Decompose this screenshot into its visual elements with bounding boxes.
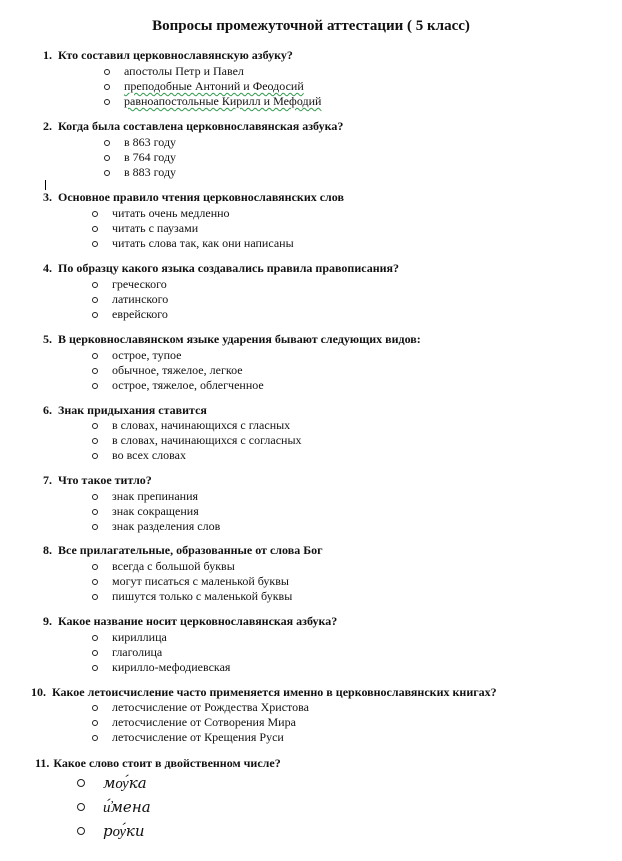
- question-number: 2.: [43, 119, 52, 133]
- bullet-icon: [104, 140, 110, 146]
- bullet-icon: [104, 170, 110, 176]
- option-text: глаголица: [112, 645, 163, 659]
- option: [92, 448, 302, 463]
- option-text: рѹ́ки: [103, 822, 145, 840]
- option-text: летосчисление от Крещения Руси: [112, 730, 284, 744]
- option: [92, 715, 309, 730]
- option: [104, 64, 321, 79]
- question-number: 1.: [43, 48, 52, 62]
- question-number: 3.: [43, 190, 52, 204]
- option: [92, 660, 230, 675]
- option: [92, 418, 302, 433]
- option: [92, 574, 292, 589]
- option: [104, 165, 176, 180]
- option: [92, 236, 294, 251]
- bullet-icon: [92, 705, 98, 711]
- option-text: обычное, тяжелое, легкое: [112, 363, 243, 377]
- option: [92, 589, 292, 604]
- bullet-icon: [104, 155, 110, 161]
- options-7: [92, 489, 220, 534]
- option-text: летосчисление от Рождества Христова: [112, 700, 309, 714]
- question-number: 5.: [43, 332, 52, 346]
- question-4: [30, 261, 399, 276]
- option-text: греческого: [112, 277, 167, 291]
- bullet-icon: [92, 438, 98, 444]
- bullet-icon: [92, 453, 98, 459]
- option-text: летосчисление от Сотворения Мира: [112, 715, 296, 729]
- question-10: [24, 685, 497, 700]
- bullet-icon: [92, 297, 98, 303]
- option-text: в словах, начинающихся с гласных: [112, 418, 291, 432]
- bullet-icon: [92, 594, 98, 600]
- bullet-icon: [92, 720, 98, 726]
- question-7: [30, 473, 152, 488]
- option: [92, 519, 220, 534]
- option-text: пишутся только с маленькой буквы: [112, 589, 293, 603]
- option: [77, 819, 151, 843]
- option-text: латинского: [112, 292, 169, 306]
- bullet-icon: [92, 524, 98, 530]
- options-8: [92, 559, 292, 604]
- question-text: Какое летоисчисление часто применяется именно в церковнославянских книгах?: [52, 685, 497, 699]
- bullet-icon: [92, 494, 98, 500]
- option-text: кириллица: [112, 630, 167, 644]
- question-text: Кто составил церковнославянскую азбуку?: [58, 48, 293, 62]
- option: [92, 307, 168, 322]
- question-1: [30, 48, 293, 63]
- option-text: знак сокращения: [112, 504, 199, 518]
- bullet-icon: [92, 509, 98, 515]
- question-text: Какое слово стоит в двойственном числе?: [53, 756, 281, 770]
- options-9: [92, 630, 230, 675]
- question-text: По образцу какого языка создавались правила правописания?: [58, 261, 400, 275]
- option-text: во всех словах: [112, 448, 186, 462]
- bullet-icon: [77, 803, 85, 811]
- bullet-icon: [92, 353, 98, 359]
- option: [92, 489, 220, 504]
- question-3: [30, 190, 344, 205]
- bullet-icon: [104, 99, 110, 105]
- bullet-icon: [92, 226, 98, 232]
- text-cursor: [45, 180, 46, 190]
- bullet-icon: [77, 827, 85, 835]
- option-text: равноапостольные Кирилл и Мефодий: [124, 94, 322, 108]
- option-text: могут писаться с маленькой буквы: [112, 574, 289, 588]
- bullet-icon: [104, 84, 110, 90]
- option: [92, 221, 294, 236]
- options-5: [92, 348, 264, 393]
- option-text: читать слова так, как они написаны: [112, 236, 294, 250]
- option: [92, 433, 302, 448]
- bullet-icon: [92, 665, 98, 671]
- question-2: [30, 119, 343, 134]
- question-number: 7.: [43, 473, 52, 487]
- option-text: еврейского: [112, 307, 168, 321]
- option: [92, 645, 230, 660]
- question-text: Какое название носит церковнославянская азбука?: [58, 614, 338, 628]
- question-number: 9.: [43, 614, 52, 628]
- question-number: 6.: [43, 403, 52, 417]
- option: [92, 378, 264, 393]
- option: [104, 150, 176, 165]
- options-1: [104, 64, 321, 109]
- question-text: Что такое титло?: [58, 473, 152, 487]
- question-6: [30, 403, 207, 418]
- option: [92, 700, 309, 715]
- question-number: 10.: [31, 685, 46, 699]
- question-number: 8.: [43, 543, 52, 557]
- options-3: [92, 206, 294, 251]
- option: [92, 504, 220, 519]
- bullet-icon: [92, 211, 98, 217]
- page-title: Вопросы промежуточной аттестации ( 5 класс): [152, 18, 470, 34]
- options-4: [92, 277, 168, 322]
- option-text: в словах, начинающихся с согласных: [112, 433, 302, 447]
- question-8: [30, 543, 323, 558]
- bullet-icon: [92, 241, 98, 247]
- option-text: и҆́мена: [103, 798, 151, 816]
- question-text: Все прилагательные, образованные от слова Бог: [58, 543, 323, 557]
- bullet-icon: [77, 779, 85, 787]
- option-text: кирилло-мефодиевская: [112, 660, 231, 674]
- bullet-icon: [92, 735, 98, 741]
- option-text: мѹ́ка: [103, 774, 147, 792]
- option-text: читать с паузами: [112, 221, 199, 235]
- bullet-icon: [92, 635, 98, 641]
- option: [77, 795, 151, 819]
- question-9: [30, 614, 337, 629]
- question-text: Знак придыхания ставится: [58, 403, 207, 417]
- question-text: Когда была составлена церковнославянская азбука?: [58, 119, 344, 133]
- question-text: Основное правило чтения церковнославянских слов: [58, 190, 344, 204]
- option: [92, 363, 264, 378]
- bullet-icon: [92, 564, 98, 570]
- option: [92, 206, 294, 221]
- question-number: 11.: [35, 756, 50, 770]
- option-text: знак препинания: [112, 489, 199, 503]
- option: [104, 94, 321, 109]
- question-11: [35, 756, 281, 771]
- options-11: [77, 771, 151, 843]
- option-text: острое, тупое: [112, 348, 182, 362]
- bullet-icon: [92, 423, 98, 429]
- option-text: в 863 году: [124, 135, 177, 149]
- bullet-icon: [104, 69, 110, 75]
- option-text: преподобные Антоний и Феодосий: [124, 79, 304, 93]
- option-text: в 764 году: [124, 150, 177, 164]
- option: [92, 559, 292, 574]
- question-number: 4.: [43, 261, 52, 275]
- option-text: всегда с большой буквы: [112, 559, 235, 573]
- option-text: апостолы Петр и Павел: [124, 64, 244, 78]
- option: [92, 277, 168, 292]
- option: [92, 292, 168, 307]
- option-text: читать очень медленно: [112, 206, 230, 220]
- bullet-icon: [92, 282, 98, 288]
- bullet-icon: [92, 383, 98, 389]
- option-text: знак разделения слов: [112, 519, 221, 533]
- options-6: [92, 418, 302, 463]
- option: [104, 135, 176, 150]
- options-10: [92, 700, 309, 745]
- option: [104, 79, 321, 94]
- option: [92, 348, 264, 363]
- option-text: в 883 году: [124, 165, 177, 179]
- bullet-icon: [92, 368, 98, 374]
- option-text: острое, тяжелое, облегченное: [112, 378, 264, 392]
- option: [92, 630, 230, 645]
- bullet-icon: [92, 312, 98, 318]
- question-text: В церковнославянском языке ударения бывают следующих видов:: [58, 332, 421, 346]
- bullet-icon: [92, 650, 98, 656]
- question-5: [30, 332, 421, 347]
- bullet-icon: [92, 579, 98, 585]
- option: [92, 730, 309, 745]
- option: [77, 771, 151, 795]
- options-2: [104, 135, 176, 180]
